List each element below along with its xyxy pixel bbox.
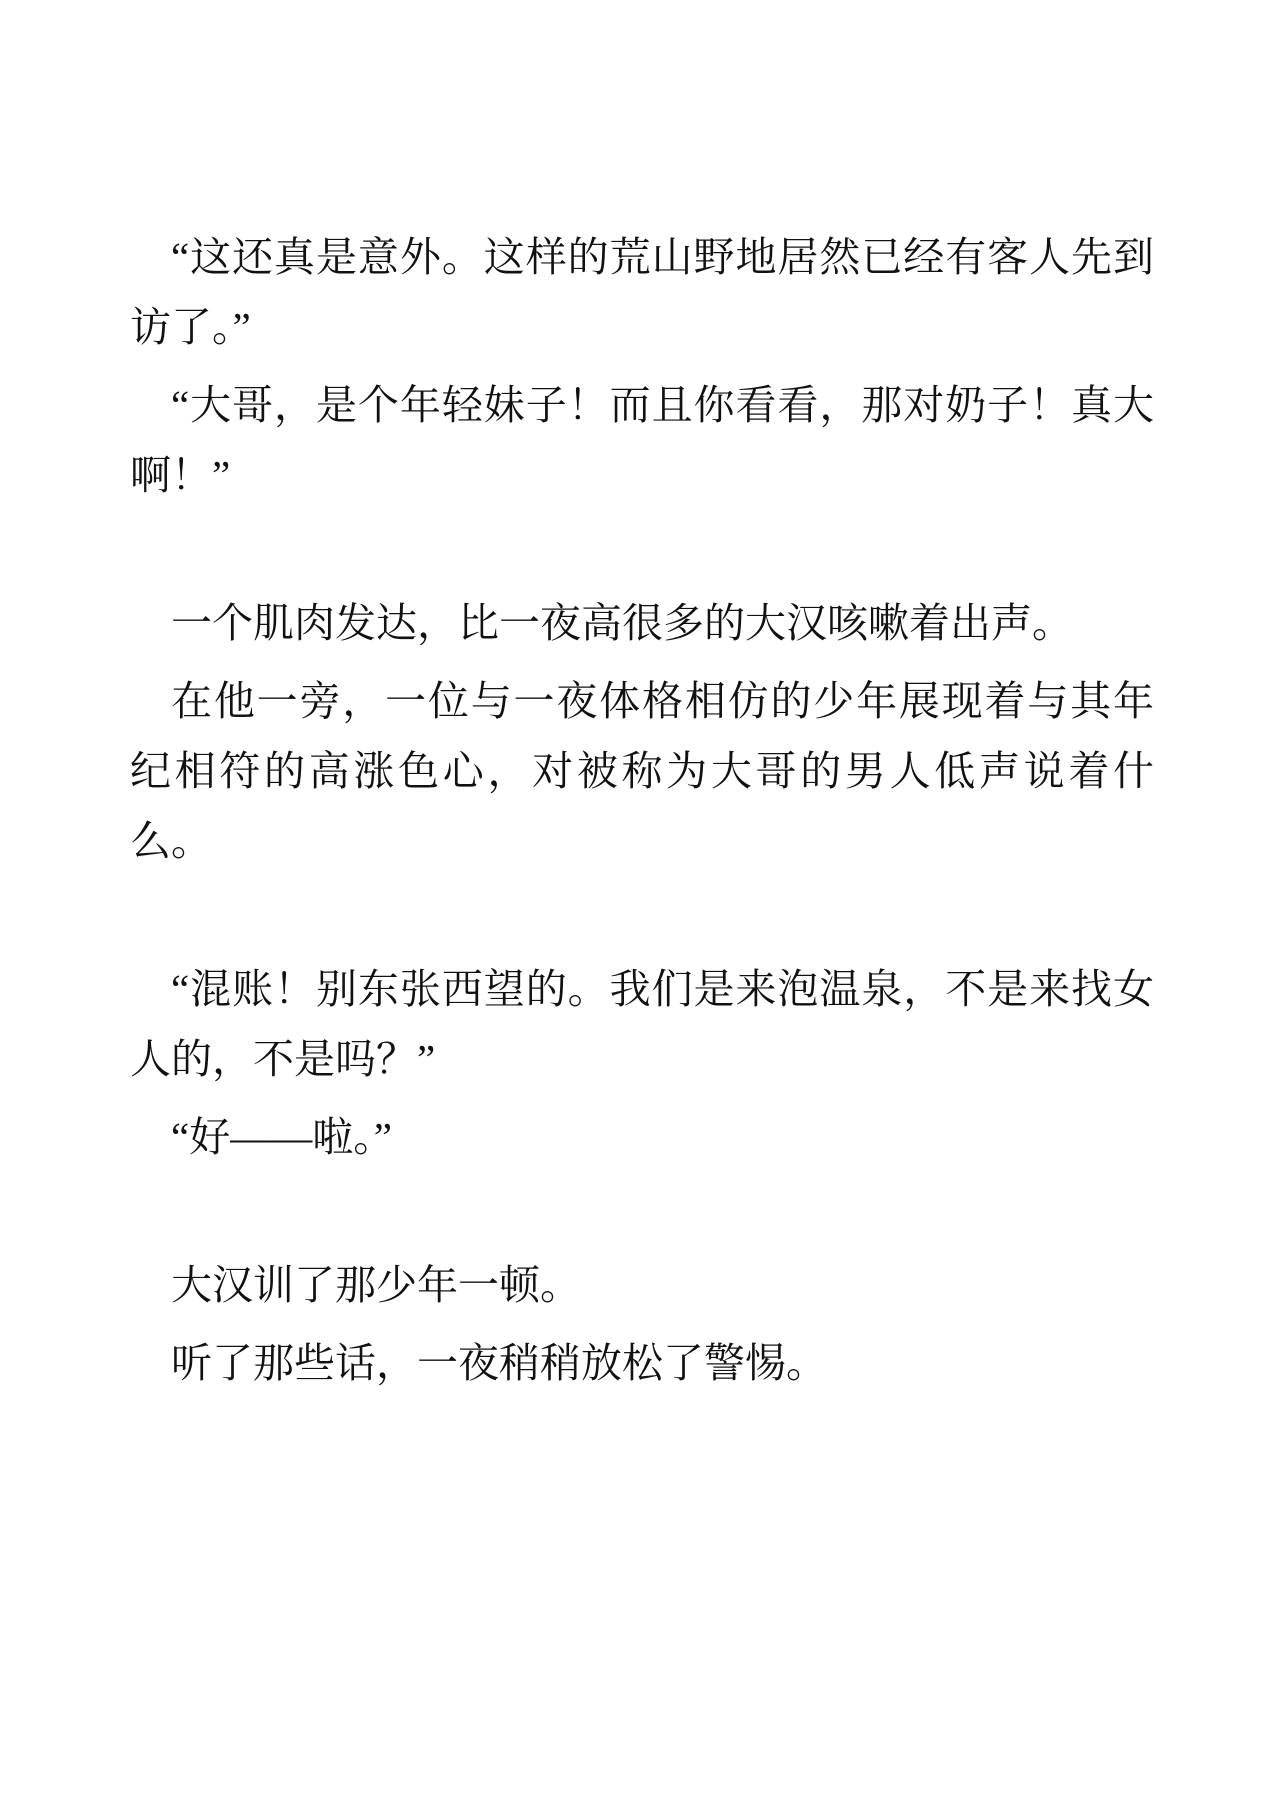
paragraph: “混账！别东张西望的。我们是来泡温泉，不是来找女人的，不是吗？” bbox=[130, 966, 1154, 1082]
paragraph: 大汉训了那少年一顿。 bbox=[171, 1262, 581, 1308]
paragraph-group bbox=[130, 588, 1154, 876]
paragraph: “大哥，是个年轻妹子！而且你看看，那对奶子！真大啊！” bbox=[130, 382, 1154, 498]
paragraph: 一个肌肉发达，比一夜高很多的大汉咳嗽着出声。 bbox=[171, 600, 1073, 646]
paragraph: 听了那些话，一夜稍稍放松了警惕。 bbox=[171, 1340, 827, 1386]
paragraph-group bbox=[130, 222, 1154, 510]
paragraph: 在他一旁，一位与一夜体格相仿的少年展现着与其年纪相符的高涨色心，对被称为大哥的男人低声说着什么。 bbox=[130, 678, 1154, 864]
paragraph: “这还真是意外。这样的荒山野地居然已经有客人先到访了。” bbox=[130, 234, 1154, 350]
paragraph: “好——啦。” bbox=[171, 1114, 392, 1160]
paragraph-group bbox=[130, 1250, 1154, 1398]
paragraph-group bbox=[130, 954, 1154, 1172]
reading-text-area bbox=[130, 0, 1154, 1398]
